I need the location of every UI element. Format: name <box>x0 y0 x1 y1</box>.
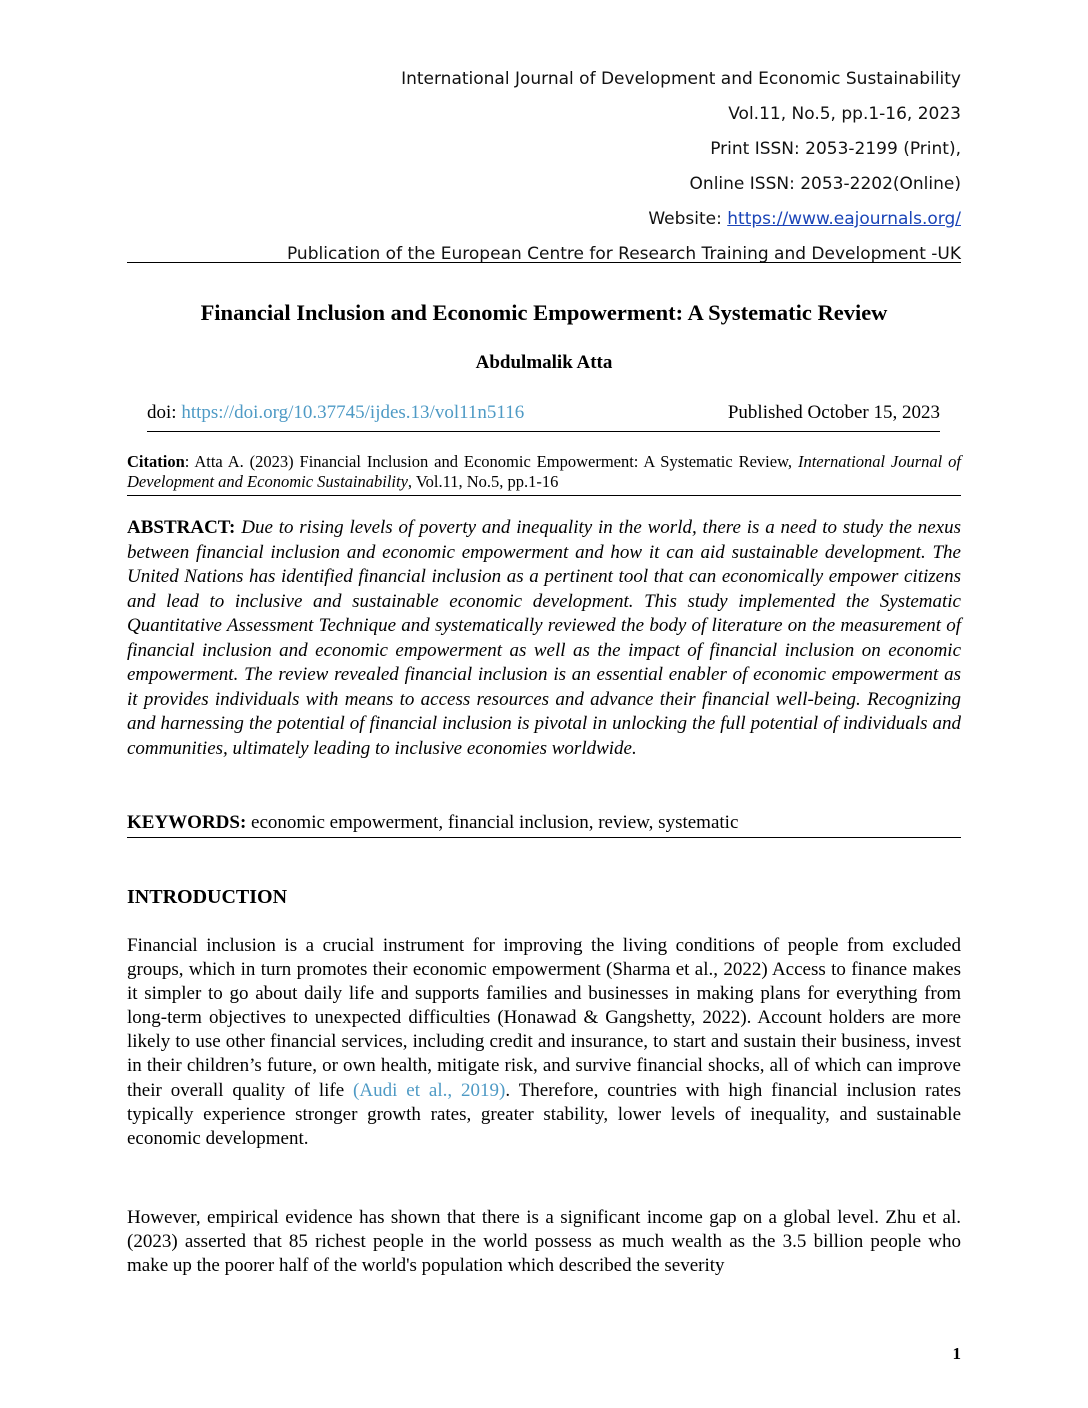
doi-line <box>147 402 524 424</box>
page-number: 1 <box>952 1344 961 1363</box>
abstract-text: Due to rising levels of poverty and inequality in the world, there is a need to study the nexus between financial inclusion and economic empowerment and how it can aid sustainable development. The United Nations has identified financial inclusion as a pertinent tool that can economically empower citizens and lead to inclusive and sustainable economic development. This study implemented the Systematic Quantitative Assessment Technique and systematically reviewed the body of literature on the measurement of financial inclusion and economic empowerment as well as the impact of financial inclusion on economic empowerment. The review revealed financial inclusion is an essential enabler of economic empowerment as it provides individuals with means to access resources and advance their financial well-being. Recognizing and harnessing the potential of financial inclusion is pivotal in unlocking the full potential of individuals and communities, ultimately leading to inclusive economies worldwide. <box>127 517 961 759</box>
doi-row <box>147 402 940 424</box>
online-issn: Online ISSN: 2053-2202(Online) <box>689 174 961 194</box>
doi-link[interactable]: https://doi.org/10.37745/ijdes.13/vol11n5116 <box>181 402 525 423</box>
doi-label: doi: <box>147 402 182 423</box>
citation-journal: International Journal of Development and Economic Sustainability <box>127 452 961 491</box>
website-label: Website: <box>648 209 728 229</box>
doi-divider <box>147 431 940 432</box>
journal-name: International Journal of Development and Economic Sustainability <box>401 69 961 89</box>
journal-volume: Vol.11, No.5, pp.1-16, 2023 <box>728 104 961 124</box>
citation-divider <box>127 495 961 496</box>
paper-author: Abdulmalik Atta <box>475 352 613 373</box>
citation-end: , Vol.11, No.5, pp.1-16 <box>407 472 559 491</box>
citation-block <box>127 452 961 492</box>
intro-paragraph-1 <box>127 934 961 1151</box>
keywords-text: economic empowerment, financial inclusion, review, systematic <box>251 812 739 833</box>
website-line <box>287 202 961 237</box>
header-divider <box>127 262 961 263</box>
intro-p1-citation[interactable]: (Audi et al., 2019) <box>353 1079 506 1101</box>
abstract-label: ABSTRACT: <box>127 517 236 538</box>
citation-text: : Atta A. (2023) Financial Inclusion and Economic Empowerment: A Systematic Review, <box>184 452 798 471</box>
paper-title: Financial Inclusion and Economic Empowerment: A Systematic Review <box>200 300 888 325</box>
journal-header <box>287 62 961 272</box>
abstract-block <box>127 516 961 761</box>
keywords-block <box>127 812 961 834</box>
intro-p1-text-a: Financial inclusion is a crucial instrument for improving the living conditions of people from excluded groups, which in turn promotes their economic empowerment (Sharma et al., 2022) Access to finance makes it simpler to go about daily life and supports families and businesses in making plans for everything from long-term objectives to unexpected difficulties (Honawad & Gangshetty, 2022). Account holders are more likely to use other financial services, including credit and insurance, to start and sustain their business, invest in their children’s future, or own health, mitigate risk, and survive financial shocks, all of which can improve their overall quality of life <box>127 935 961 1101</box>
website-link[interactable]: https://www.eajournals.org/ <box>727 209 961 229</box>
intro-paragraph-2: However, empirical evidence has shown that there is a significant income gap on a global level. Zhu et al. (2023) asserted that 85 richest people in the world possess as much wealth as the 3.5 billion people who make up the poorer half of the world's population which described the severity <box>127 1207 961 1277</box>
keywords-divider <box>127 837 961 838</box>
print-issn: Print ISSN: 2053-2199 (Print), <box>710 139 961 159</box>
intro-p1-text-b: . Therefore, countries with high financial inclusion rates typically experience stronger growth rates, greater stability, lower levels of inequality, and sustainable economic development. <box>127 1079 962 1149</box>
publisher-line: Publication of the European Centre for Research Training and Development -UK <box>286 244 961 264</box>
keywords-label: KEYWORDS: <box>127 812 247 833</box>
published-date: Published October 15, 2023 <box>727 402 940 423</box>
citation-label: Citation <box>127 452 185 471</box>
section-heading-introduction: INTRODUCTION <box>127 886 288 908</box>
